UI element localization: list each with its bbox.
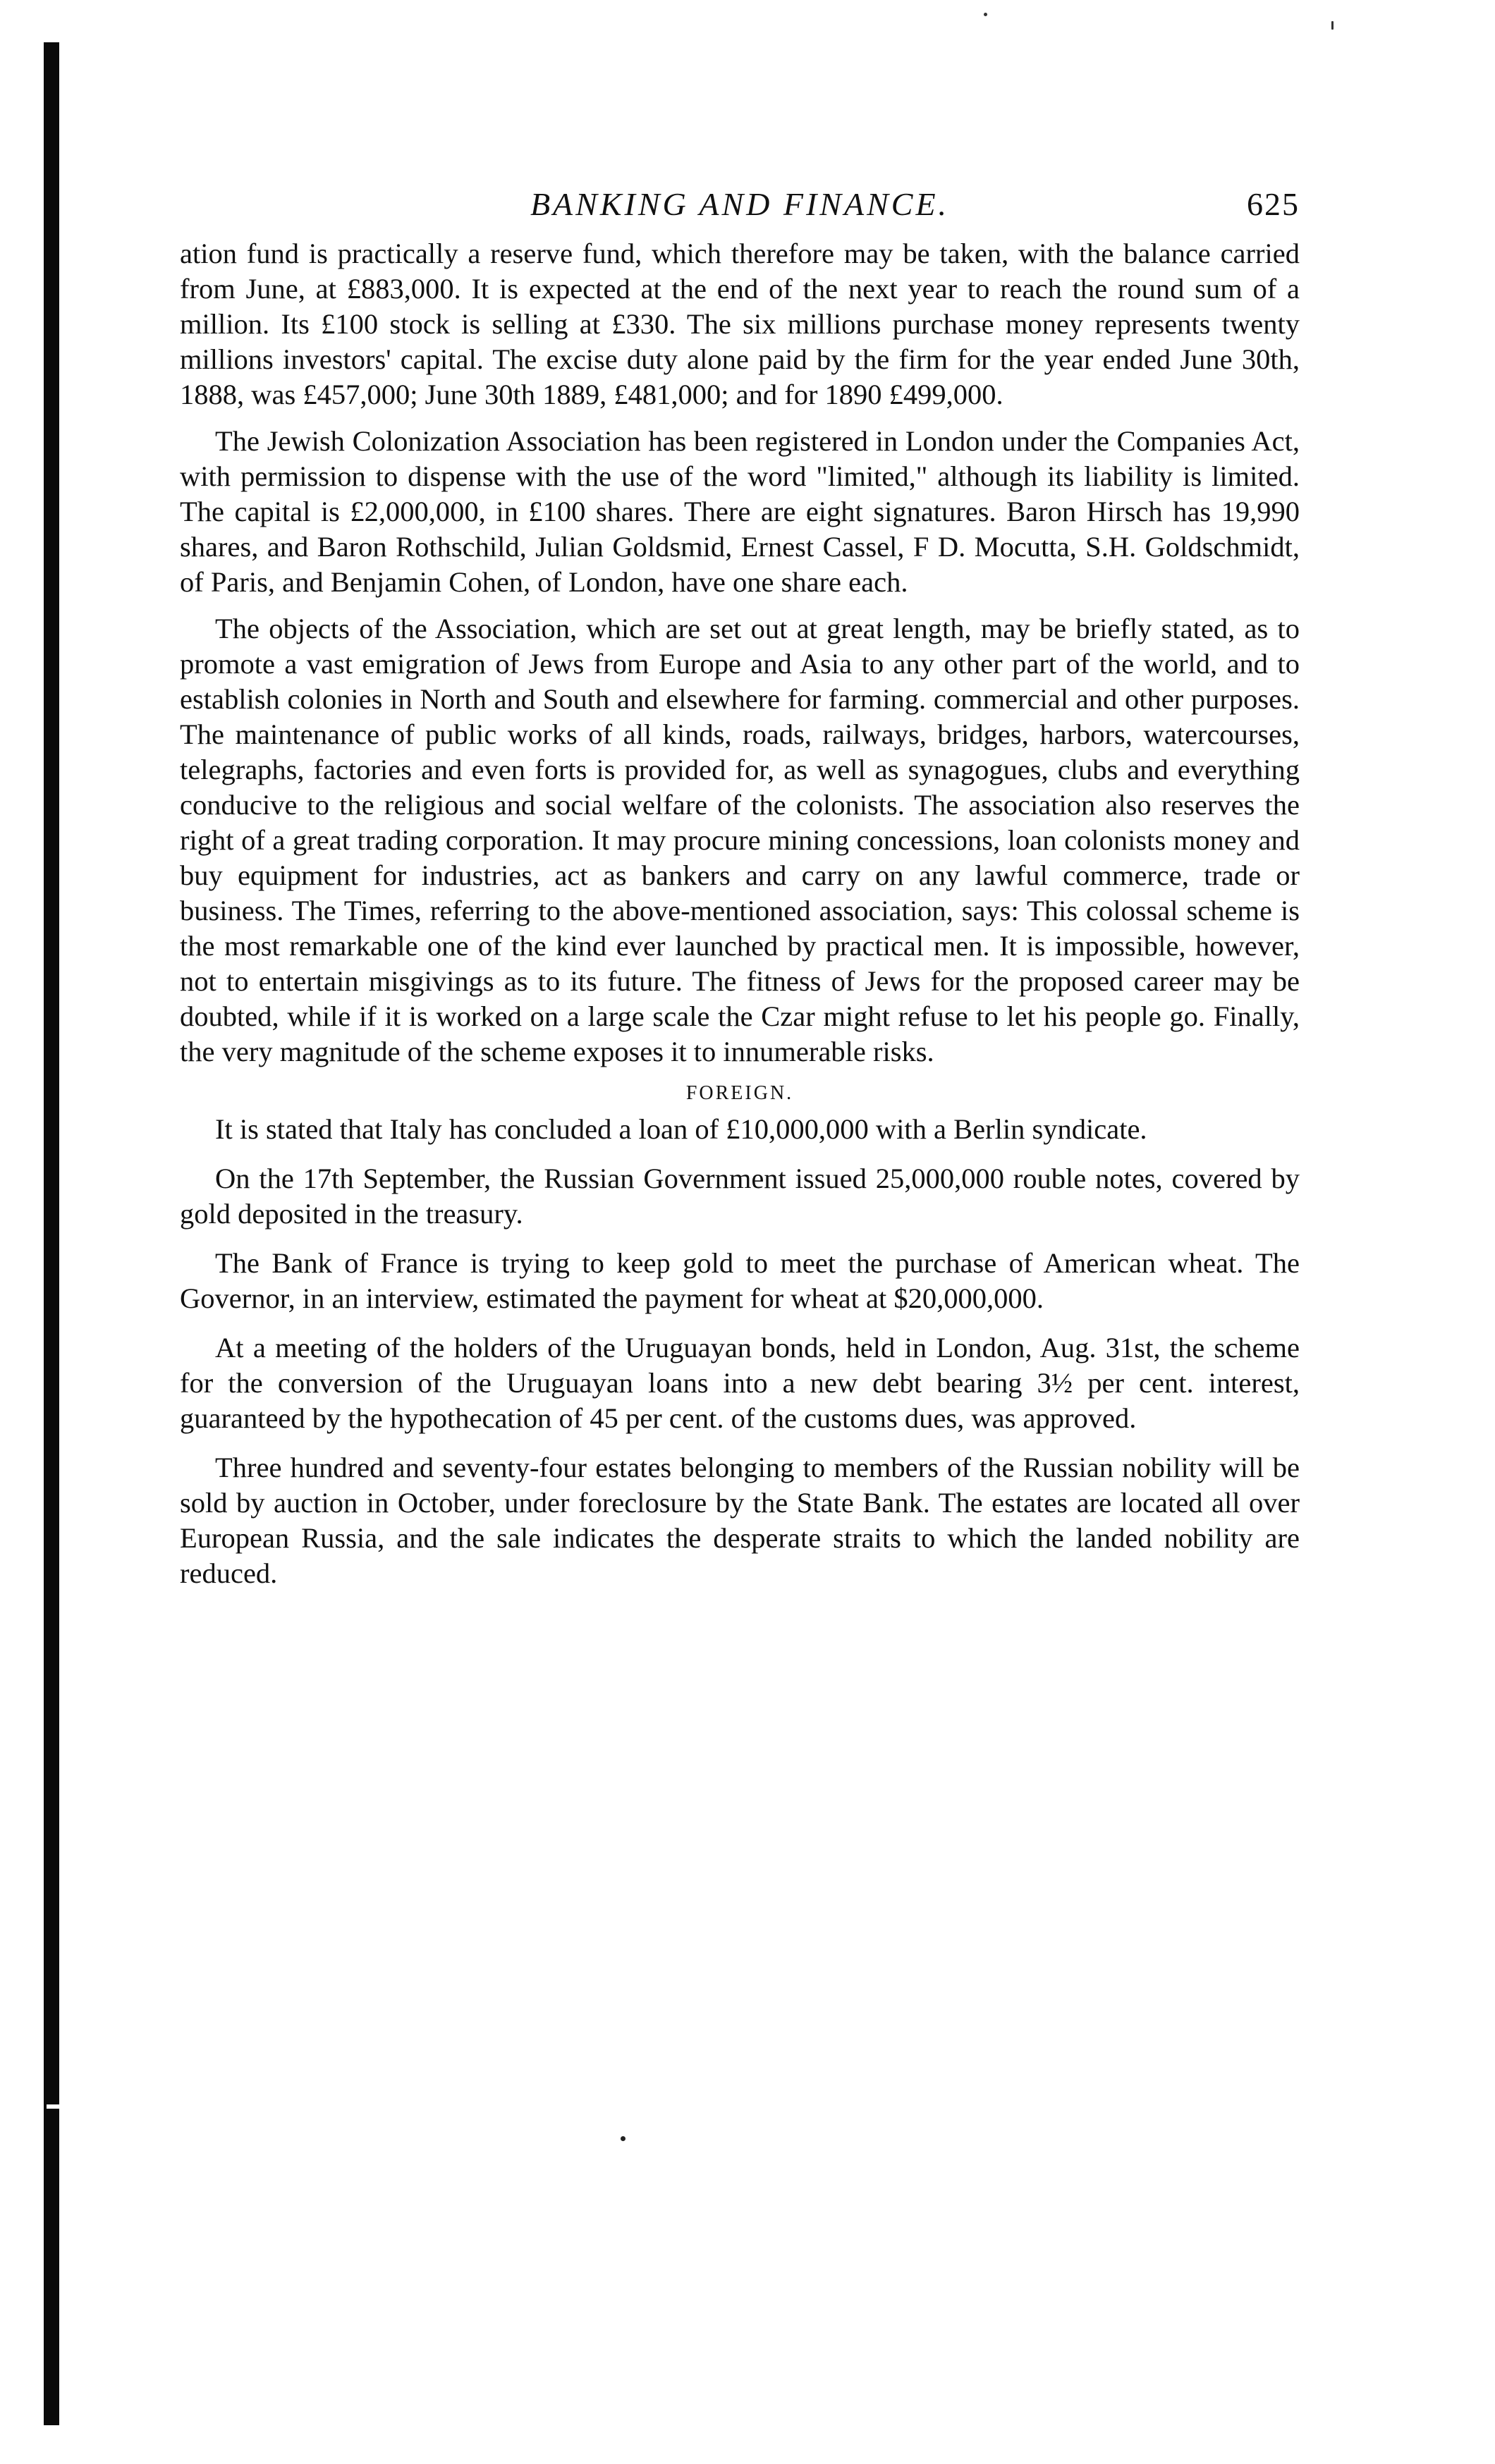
paragraph: The Jewish Colonization Association has been registered in London under the Companies Act, with permission to dispense with the use of the word "limited," although its liability is limited. The capital is £2,000,000, in £100 shares. There are eight signatures. Baron Hirsch has 19,990 shares, and Baron Rothschild, Julian Goldsmid, Ernest Cassel, F D. Mocutta, S.H. Goldschmidt, of Paris, and Benjamin Cohen, of London, have one share each.: [180, 425, 1300, 598]
binding-notch: [47, 2104, 59, 2109]
running-head: [180, 180, 1300, 236]
scan-speck: [1331, 21, 1334, 30]
end-mark: [621, 2136, 626, 2141]
paragraph: The Bank of France is trying to keep gold to meet the purchase of American wheat. The Governor, in an interview, estimated the payment for wheat at $20,000,000.: [180, 1247, 1300, 1314]
scan-speck: [984, 13, 987, 16]
paragraph: At a meeting of the holders of the Uruguayan bonds, held in London, Aug. 31st, the scheme for the conversion of the Uruguayan loans into a new debt bearing 3½ per cent. interest, guaranteed by the hypothecation of 45 per cent. of the customs dues, was approved.: [180, 1332, 1300, 1434]
page-number: 625: [1247, 186, 1300, 222]
foreign-section: [180, 1112, 1300, 1591]
paragraph: The objects of the Association, which are set out at great length, may be briefly stated, as to promote a vast emigration of Jews from Europe and Asia to any other part of the world, and to establish colonies in North and South and elsewhere for farming. commercial and other purposes. The maintenance of public works of all kinds, roads, railways, bridges, harbors, watercourses, telegraphs, factories and even forts is provided for, as well as synagogues, clubs and everything conducive to the religious and social welfare of the colonists. The association also reserves the right of a great trading corporation. It may procure mining concessions, loan colonists money and buy equipment for industries, act as bankers and carry on any lawful commerce, trade or business. The Times, referring to the above-mentioned association, says: This colossal scheme is the most remarkable one of the kind ever launched by practical men. It is impossible, however, not to entertain misgivings as to its future. The fitness of Jews for the proposed career may be doubted, while if it is worked on a large scale the Czar might refuse to let his people go. Finally, the very magnitude of the scheme exposes it to innumerable risks.: [180, 613, 1300, 1067]
paragraph: It is stated that Italy has concluded a loan of £10,000,000 with a Berlin syndicate.: [215, 1113, 1147, 1145]
section-heading-foreign: FOREIGN.: [685, 1082, 794, 1104]
paragraph: Three hundred and seventy-four estates belonging to members of the Russian nobility will be sold by auction in October, under foreclosure by the State Bank. The estates are located all over European Russia, and the sale indicates the desperate straits to which the landed nobility are reduced.: [180, 1452, 1300, 1589]
binding-edge: [44, 42, 59, 2425]
running-title: BANKING AND FINANCE.: [530, 186, 950, 222]
paragraph: ation fund is practically a reserve fund, which therefore may be taken, with the balance carried from June, at £883,000. It is expected at the end of the next year to reach the round sum of a million. Its £100 stock is selling at £330. The six millions purchase money represents twenty millions investors' capital. The excise duty alone paid by the firm for the year ended June 30th, 1888, was £457,000; June 30th 1889, £481,000; and for 1890 £499,000.: [180, 238, 1300, 410]
article-body: [180, 236, 1300, 1591]
page-content: [180, 180, 1300, 1605]
paragraph: On the 17th September, the Russian Government issued 25,000,000 rouble notes, covered by gold deposited in the treasury.: [180, 1163, 1300, 1230]
